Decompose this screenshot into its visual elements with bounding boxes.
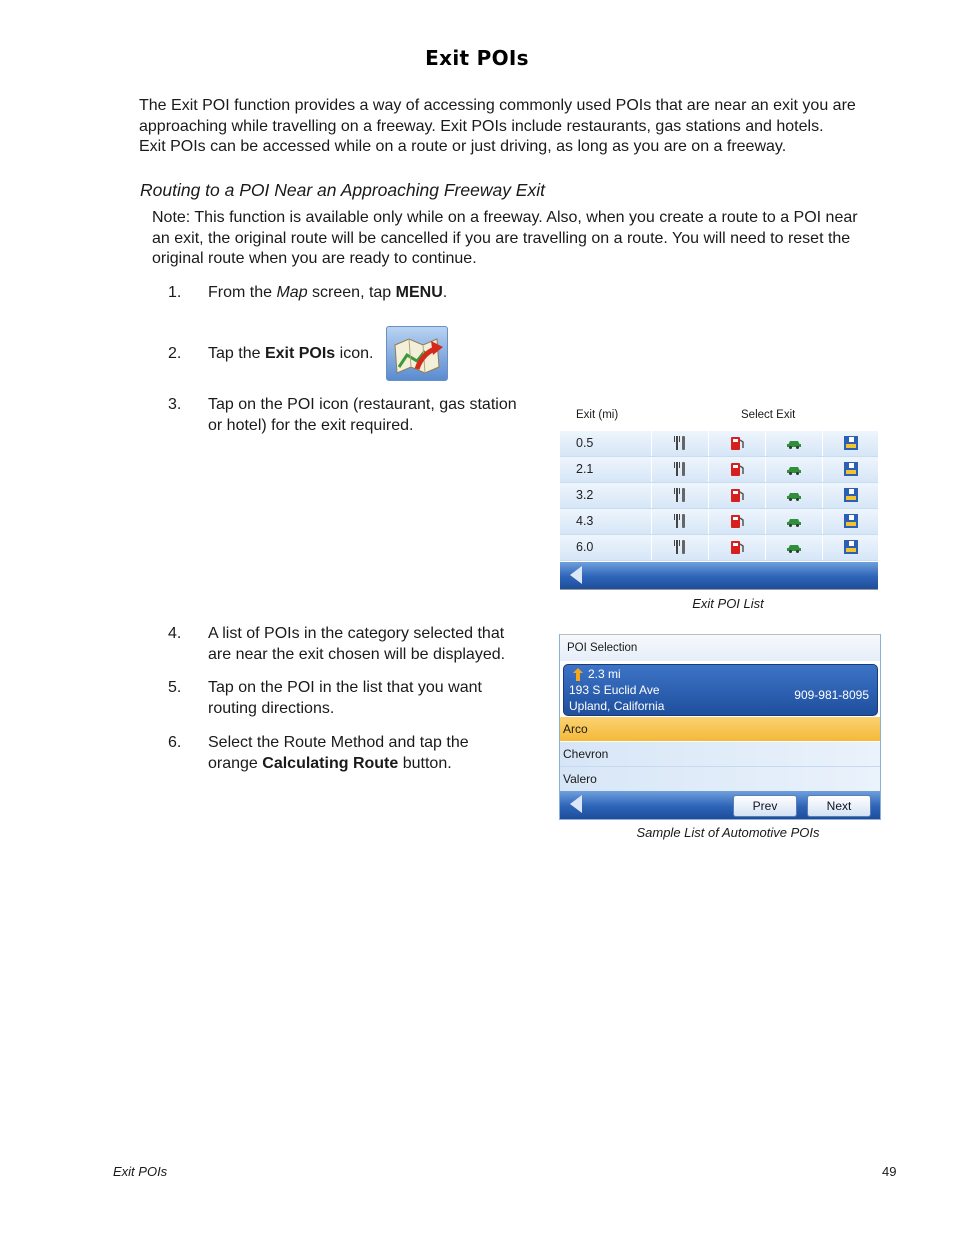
- intro-line: approaching while travelling on a freeway. Exit POIs include restaurants, gas stations and hotels.: [139, 117, 824, 135]
- hotel-icon: [843, 435, 859, 451]
- exit-distance: 0.5: [576, 436, 594, 450]
- restaurant-icon: [672, 487, 688, 503]
- note-line: Note: This function is available only while on a freeway. Also, when you create a route to a POI near: [152, 209, 858, 226]
- step-number: 4.: [168, 625, 182, 642]
- step-4-text: [208, 624, 505, 665]
- step-5-text: [208, 678, 482, 719]
- next-button[interactable]: Next: [807, 795, 871, 817]
- step-number: 2.: [168, 345, 182, 362]
- step-6-text: [208, 733, 469, 774]
- table-row: [560, 457, 878, 483]
- restaurant-icon: [672, 513, 688, 529]
- hotel-icon: [843, 513, 859, 529]
- table-row: [560, 483, 878, 509]
- direction-arrow-icon: [573, 668, 583, 681]
- gas-station-cell[interactable]: [709, 457, 765, 482]
- car-cell[interactable]: [766, 457, 822, 482]
- poi-selection-header: [560, 635, 880, 661]
- exit-distance: 6.0: [576, 540, 594, 554]
- back-arrow-icon[interactable]: [570, 795, 582, 813]
- poi-address-line-1: 193 S Euclid Ave: [569, 683, 660, 697]
- step-text-line: [208, 754, 469, 775]
- step-number: 3.: [168, 396, 182, 413]
- footer-section-title: Exit POIs: [113, 1164, 168, 1179]
- poi-phone: 909-981-8095: [794, 688, 869, 702]
- step-text-bold: MENU: [395, 284, 443, 301]
- intro-line: The Exit POI function provides a way of accessing commonly used POIs that are near an exit you are: [139, 97, 856, 114]
- gas-station-icon: [729, 461, 745, 477]
- gas-station-icon: [729, 539, 745, 555]
- step-text-line: A list of POIs in the category selected that: [208, 625, 505, 642]
- exit-distance-cell: [560, 431, 651, 456]
- hotel-cell[interactable]: [823, 509, 878, 534]
- exit-poi-list-caption: Exit POI List: [692, 596, 764, 611]
- car-cell[interactable]: [766, 431, 822, 456]
- gas-station-cell[interactable]: [709, 431, 765, 456]
- page-number: 49: [882, 1164, 897, 1179]
- step-3-text: [208, 395, 517, 436]
- restaurant-cell[interactable]: [652, 483, 708, 508]
- step-text-bold: Exit POIs: [264, 345, 336, 362]
- restaurant-cell[interactable]: [652, 457, 708, 482]
- step-text-part: .: [442, 284, 448, 301]
- restaurant-cell[interactable]: [652, 509, 708, 534]
- exit-distance: 4.3: [576, 514, 594, 528]
- hotel-icon: [843, 539, 859, 555]
- poi-name: Arco: [563, 722, 588, 736]
- table-row: [560, 509, 878, 535]
- restaurant-cell[interactable]: [652, 431, 708, 456]
- car-icon: [786, 487, 802, 503]
- hotel-icon: [843, 487, 859, 503]
- poi-selection-caption: Sample List of Automotive POIs: [636, 825, 820, 840]
- restaurant-icon: [672, 539, 688, 555]
- car-cell[interactable]: [766, 509, 822, 534]
- step-number: 5.: [168, 679, 182, 696]
- step-text-part: screen, tap: [307, 284, 396, 301]
- exit-distance-cell: [560, 535, 651, 560]
- step-text-part: orange: [208, 754, 263, 772]
- step-number: 6.: [168, 734, 182, 751]
- step-text-italic: Map: [276, 284, 308, 301]
- hotel-cell[interactable]: [823, 457, 878, 482]
- note-line: original route when you are ready to continue.: [152, 250, 477, 267]
- poi-selection-title: POI Selection: [567, 642, 638, 654]
- exit-distance: 3.2: [576, 488, 594, 502]
- restaurant-icon: [672, 461, 688, 477]
- poi-selection-screen: [559, 634, 881, 820]
- column-header-exit: Exit (mi): [576, 409, 619, 421]
- car-icon: [786, 461, 802, 477]
- step-1-text: [208, 283, 447, 304]
- note-paragraph: [152, 208, 912, 270]
- gas-station-cell[interactable]: [709, 483, 765, 508]
- section-subheading: Routing to a POI Near an Approaching Freeway Exit: [140, 180, 545, 200]
- note-line: an exit, the original route will be cancelled if you are travelling on a route. You will need to reset the: [152, 229, 851, 247]
- gas-station-cell[interactable]: [709, 509, 765, 534]
- gas-station-icon: [729, 513, 745, 529]
- step-text-part: From the: [208, 284, 277, 301]
- list-item[interactable]: [560, 767, 880, 791]
- hotel-cell[interactable]: [823, 431, 878, 456]
- table-row: [560, 535, 878, 561]
- table-row: [560, 431, 878, 457]
- exit-distance-cell: [560, 483, 651, 508]
- hotel-icon: [843, 461, 859, 477]
- step-text-line: or hotel) for the exit required.: [208, 416, 414, 434]
- gas-station-icon: [729, 435, 745, 451]
- restaurant-cell[interactable]: [652, 535, 708, 560]
- step-text-line: routing directions.: [208, 699, 335, 717]
- step-number: 1.: [168, 284, 182, 301]
- car-cell[interactable]: [766, 483, 822, 508]
- poi-nav-bar: [560, 791, 880, 819]
- exit-pois-map-icon: [386, 326, 448, 381]
- step-text-part: button.: [398, 754, 452, 772]
- exit-distance-cell: [560, 509, 651, 534]
- intro-paragraph: [139, 96, 909, 158]
- car-cell[interactable]: [766, 535, 822, 560]
- restaurant-icon: [672, 435, 688, 451]
- step-text-line: Select the Route Method and tap the: [208, 734, 469, 751]
- exit-poi-list-screen: [560, 405, 878, 590]
- hotel-cell[interactable]: [823, 483, 878, 508]
- exit-distance-cell: [560, 457, 651, 482]
- list-item[interactable]: [560, 717, 880, 741]
- step-text-part: Tap the: [208, 345, 265, 362]
- back-arrow-icon[interactable]: [570, 566, 582, 584]
- exit-distance: 2.1: [576, 462, 594, 476]
- car-icon: [786, 435, 802, 451]
- step-text-part: icon.: [335, 345, 374, 362]
- step-text-line: Tap on the POI icon (restaurant, gas station: [208, 396, 517, 413]
- poi-distance: 2.3 mi: [588, 667, 621, 681]
- exit-list-header: [560, 405, 878, 427]
- poi-name: Valero: [563, 772, 597, 786]
- car-icon: [786, 539, 802, 555]
- hotel-cell[interactable]: [823, 535, 878, 560]
- step-2-text: [208, 344, 373, 365]
- list-item[interactable]: [560, 742, 880, 767]
- poi-detail-card[interactable]: [563, 664, 878, 716]
- step-text-bold: Calculating Route: [262, 754, 399, 772]
- car-icon: [786, 513, 802, 529]
- gas-station-icon: [729, 487, 745, 503]
- poi-address-line-2: Upland, California: [569, 699, 665, 713]
- column-header-select-exit: Select Exit: [741, 409, 796, 421]
- step-text-line: Tap on the POI in the list that you want: [208, 679, 482, 696]
- intro-line: Exit POIs can be accessed while on a route or just driving, as long as you are on a freeway.: [139, 138, 787, 155]
- poi-name: Chevron: [563, 747, 609, 761]
- step-text-line: are near the exit chosen will be displayed.: [208, 645, 506, 663]
- gas-station-cell[interactable]: [709, 535, 765, 560]
- prev-button[interactable]: Prev: [733, 795, 797, 817]
- page-title: Exit POIs: [425, 46, 529, 70]
- exit-list-nav-bar: [560, 562, 878, 589]
